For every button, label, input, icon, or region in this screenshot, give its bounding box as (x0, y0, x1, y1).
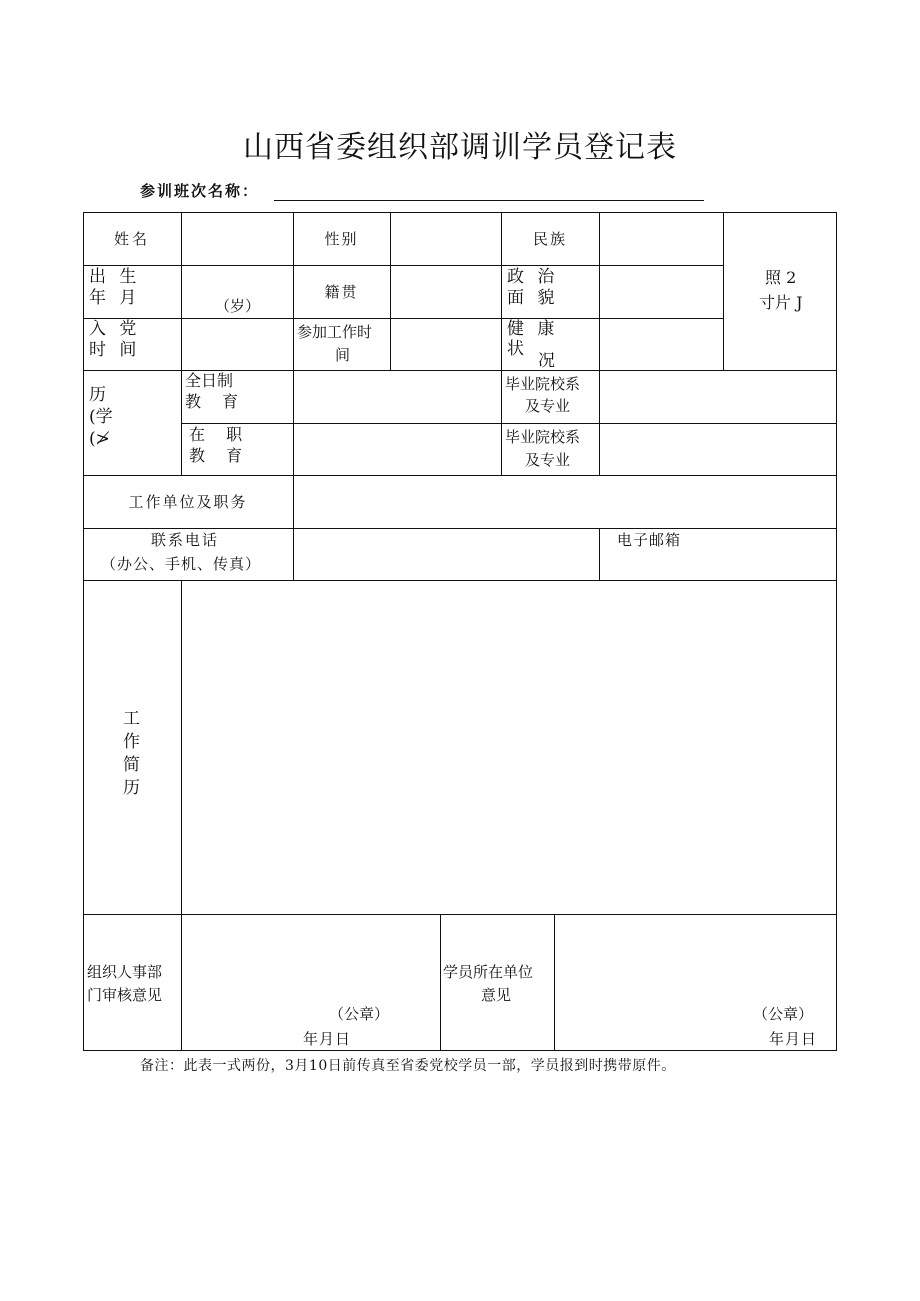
table-line (83, 212, 84, 1051)
political-label-line2: 面 貌 (507, 288, 559, 308)
table-line (723, 212, 724, 371)
name-label: 姓名 (113, 229, 150, 248)
health-label-line3: 况 (538, 351, 555, 371)
form-title: 山西省委组织部调训学员登记表 (243, 130, 677, 165)
inservice-label-line2: 教 育 (189, 446, 251, 465)
table-line (181, 212, 182, 476)
org-seal-label: （公章） (329, 1005, 390, 1023)
unit-seal-label: （公章） (753, 1005, 814, 1023)
ethnicity-label: 民族 (532, 229, 567, 248)
table-line (83, 1050, 837, 1051)
email-label: 电子邮箱 (617, 531, 682, 549)
resume-label: 工作简历 (123, 709, 140, 798)
photo-label-line2: 寸片 J (759, 293, 803, 312)
inservice-label-line1: 在 职 (189, 425, 251, 444)
political-label-line1: 政 治 (507, 267, 559, 287)
table-line (181, 580, 182, 1051)
work-start-label-line2: 间 (335, 346, 351, 364)
party-label-line2: 时 间 (89, 340, 141, 360)
class-name-label: 参训班次名称： (140, 182, 260, 200)
inservice-school-label-line2: 及专业 (525, 451, 571, 469)
table-line (83, 318, 723, 319)
fulltime-school-label-line1: 毕业院校系 (505, 375, 581, 393)
contact-label-line1: 联系电话 (151, 531, 220, 549)
work-unit-label: 工作单位及职务 (128, 492, 248, 511)
table-line (181, 423, 837, 424)
registration-table (83, 212, 837, 1051)
birth-label-line1: 出 生 (89, 267, 141, 287)
table-line (390, 212, 391, 371)
table-line (83, 914, 837, 915)
org-opinion-label-line1: 组织人事部 (87, 963, 163, 981)
photo-label-line1: 照 2 (765, 268, 797, 287)
footnote: 备注：此表一式两份，3月10日前传真至省委党校学员一部，学员报到时携带原件。 (140, 1058, 676, 1074)
table-line (836, 212, 837, 1051)
health-label-line1: 健 康 (507, 319, 559, 339)
contact-label-line2: （办公、手机、传真） (101, 555, 262, 573)
unit-opinion-label-line2: 意见 (481, 986, 512, 1004)
work-start-label-line1: 参加工作时 (297, 323, 373, 341)
org-date-label: 年月日 (303, 1030, 352, 1048)
table-line (599, 370, 600, 476)
party-label-line1: 入 党 (89, 319, 141, 339)
table-line (554, 914, 555, 1051)
inservice-school-label-line1: 毕业院校系 (505, 428, 581, 446)
table-line (599, 528, 600, 581)
table-line (83, 528, 837, 529)
unit-opinion-label-line1: 学员所在单位 (443, 963, 534, 981)
fulltime-school-label-line2: 及专业 (525, 397, 571, 415)
birth-label-line2: 年 月 (89, 288, 141, 308)
gender-label: 性别 (324, 229, 359, 248)
org-opinion-label-line2: 门审核意见 (87, 986, 163, 1004)
table-line (440, 914, 441, 1051)
native-place-label: 籍贯 (324, 282, 359, 301)
age-label: （岁） (215, 297, 261, 315)
fulltime-label-line1: 全日制 (185, 371, 234, 390)
unit-date-label: 年月日 (769, 1030, 818, 1048)
table-line (83, 580, 837, 581)
table-line (599, 212, 600, 371)
health-label-line2: 状 (507, 339, 524, 359)
education-side-label: 历 (学 (≯ (89, 385, 113, 449)
class-name-field[interactable] (274, 200, 704, 201)
fulltime-label-line2: 教 育 (185, 392, 247, 411)
table-line (83, 265, 723, 266)
